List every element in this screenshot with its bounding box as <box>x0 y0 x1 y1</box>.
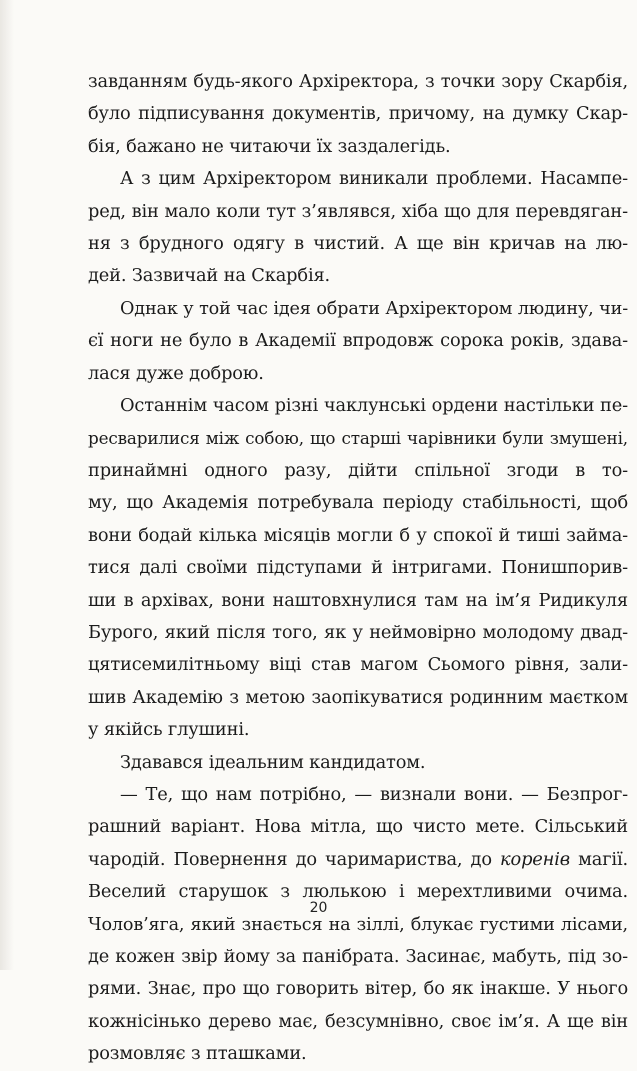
text-line: кожнісінько дерево має, безсумнівно, своє ім’я. А ще він <box>88 1010 628 1032</box>
emphasized-word: коренів <box>500 848 570 870</box>
text-line: ня з брудного одягу в чистий. А ще він кричав на лю- <box>88 233 628 255</box>
text-line: рашний варіант. Нова мітла, що чисто мете. Сільський <box>88 816 628 838</box>
text-line: цятисемилітньому віці став магом Сьомого рівня, зали- <box>88 654 628 676</box>
page-edge-shadow <box>0 0 14 970</box>
text-line: Бурого, який після того, як у неймовірно молодому двад- <box>88 621 628 643</box>
text-line: шив Академію з метою заопікуватися родинним маєтком <box>88 686 628 708</box>
text-line: принаймні одного разу, дійти спільної згоди в то- <box>88 459 628 481</box>
body-text <box>88 66 628 1071</box>
text-line: му, що Академія потребувала періоду стабільності, щоб <box>88 492 628 514</box>
text-line: єї ноги не було в Академії впродовж сорока років, здава- <box>88 330 628 352</box>
text-line: Чолов’яга, який знається на зіллі, блукає густими лісами, <box>88 914 628 935</box>
text-line: ресварилися між собою, що старші чарівники були змушені, <box>88 428 628 449</box>
text-line: Останнім часом різні чаклунські ордени настільки пе- <box>120 395 628 417</box>
page-number: 20 <box>309 900 328 916</box>
text-line: ши в архівах, вони наштовхнулися там на ім’я Ридикуля <box>88 589 628 611</box>
text-line: вони бодай кілька місяців могли б у спокої й тиші займа- <box>88 524 628 546</box>
text-line: розмовляє з пташками. <box>88 1043 307 1065</box>
text-line: рями. Знає, про що говорить вітер, бо як інакше. У нього <box>88 978 628 1000</box>
text-line: дей. Зазвичай на Скарбія. <box>88 265 331 287</box>
text-line: лася дуже доброю. <box>88 362 264 384</box>
text-line: ред, він мало коли тут з’являвся, хіба що для перевдяган- <box>88 200 628 222</box>
text-line: А з цим Архіректором виникали проблеми. Насампе- <box>120 168 628 190</box>
text-line: завданням будь-якого Архіректора, з точки зору Скарбія, <box>88 71 628 92</box>
text-line: Однак у той час ідея обрати Архіректором людину, чи- <box>120 298 628 319</box>
text-line: Веселий старушок з люлькою і мерехтливими очима. <box>88 881 628 903</box>
text-line: у якійсь глушині. <box>88 719 250 741</box>
text-line: тися далі своїми підступами й інтригами. Понишпорив- <box>88 557 628 579</box>
text-line: Здавався ідеальним кандидатом. <box>120 751 426 773</box>
text-line: — Те, що нам потрібно, — визнали вони. — Безпрог- <box>120 783 628 805</box>
text-line: де кожен звір йому за панібрата. Засинає, мабуть, під зо- <box>88 945 628 967</box>
text-line: чародій. Повернення до чаримариства, до коренів магії. <box>88 848 628 870</box>
text-line: було підписування документів, причому, на думку Скар- <box>88 103 628 125</box>
text-line: бія, бажано не читаючи їх заздалегідь. <box>88 135 451 157</box>
